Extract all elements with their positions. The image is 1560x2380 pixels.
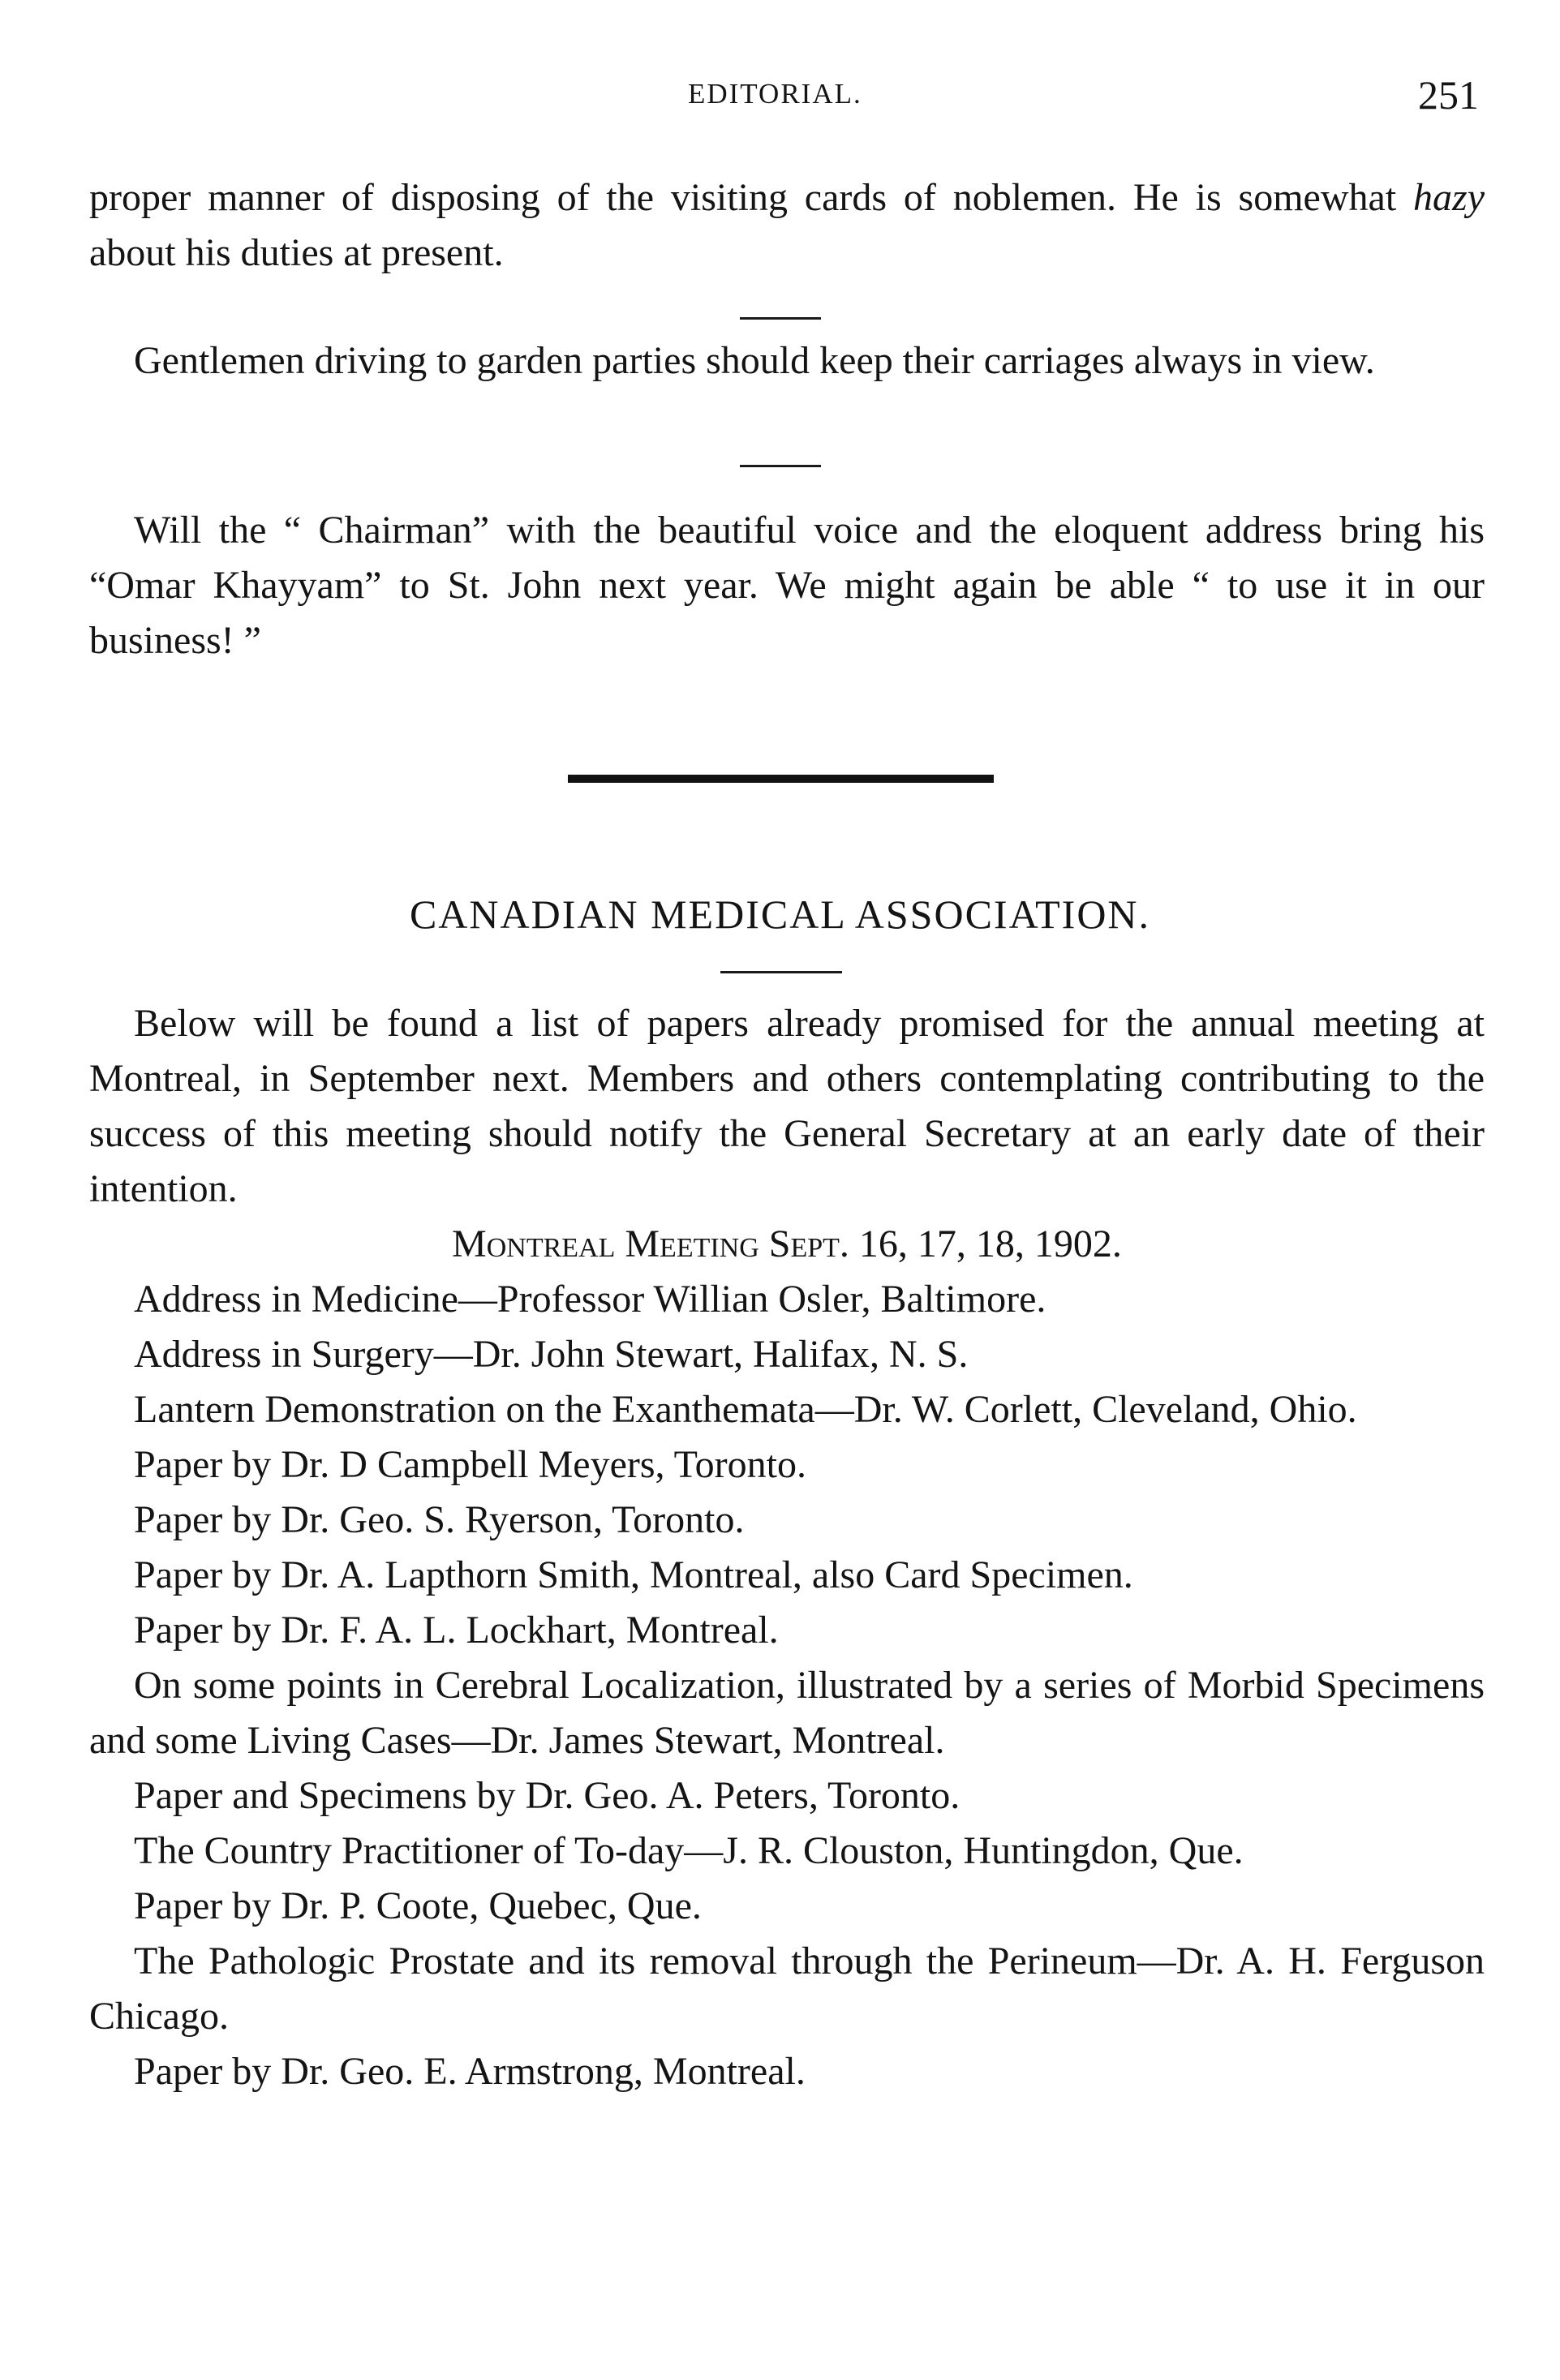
note-paragraph: Gentlemen driving to garden parties should keep their carriages always in view. (134, 339, 1375, 382)
note-paragraph: Will the “ Chairman” with the beautiful voice and the eloquent address bring his “Omar Khayyam” to St. John next year. We might again be able “ to use it in our business! ” (89, 509, 1485, 662)
paper-list-item: Paper by Dr. Geo. S. Ryerson, Toronto. (134, 1498, 745, 1541)
paper-list-item: Address in Surgery—Dr. John Stewart, Halifax, N. S. (134, 1333, 969, 1376)
section-body (89, 996, 1485, 2099)
paper-list-item: Paper by Dr. P. Coote, Quebec, Que. (134, 1884, 702, 1927)
meeting-heading: Montreal Meeting Sept. 16, 17, 18, 1902. (452, 1222, 1122, 1265)
paper-list-item: The Country Practitioner of To-day—J. R. Clouston, Huntingdon, Que. (134, 1829, 1244, 1872)
paper-list-item: Paper by Dr. A. Lapthorn Smith, Montreal, also Card Specimen. (134, 1553, 1133, 1596)
intro-paragraph: Below will be found a list of papers already promised for the annual meeting at Montreal, in September next. Members and others contemplating contributing to the success of this meeting should notify the General Secretary at an early date of their intention. (89, 1002, 1485, 1210)
section-heading: CANADIAN MEDICAL ASSOCIATION. (409, 891, 1151, 937)
italic-word: hazy (1413, 176, 1485, 219)
editorial-note-3 (89, 503, 1485, 668)
running-title: EDITORIAL. (688, 78, 862, 110)
section-divider (568, 775, 994, 783)
paper-list-item: Paper by Dr. Geo. E. Armstrong, Montreal. (134, 2050, 806, 2093)
note-paragraph: proper manner of disposing of the visiting cards of noblemen. He is somewhat hazy about his duties at present. (89, 176, 1485, 274)
editorial-note-2 (89, 333, 1485, 389)
paper-list-item: Paper by Dr. D Campbell Meyers, Toronto. (134, 1443, 806, 1486)
separator-rule (740, 465, 821, 467)
separator-rule (740, 317, 821, 320)
paper-list-item: On some points in Cerebral Localization, illustrated by a series of Morbid Specimens and some Living Cases—Dr. James Stewart, Montreal. (89, 1664, 1485, 1762)
heading-underline (720, 971, 842, 973)
running-header (0, 71, 1560, 128)
paper-list-item: Paper by Dr. F. A. L. Lockhart, Montreal. (134, 1609, 779, 1652)
paper-list-item: Address in Medicine—Professor Willian Osler, Baltimore. (134, 1278, 1046, 1321)
paper-list-item: Lantern Demonstration on the Exanthemata—Dr. W. Corlett, Cleveland, Ohio. (134, 1388, 1357, 1431)
page-number: 251 (1418, 72, 1479, 118)
paper-list-item: The Pathologic Prostate and its removal through the Perineum—Dr. A. H. Ferguson Chicago. (89, 1940, 1485, 2038)
editorial-note-1 (89, 170, 1485, 281)
paper-list-item: Paper and Specimens by Dr. Geo. A. Peters, Toronto. (134, 1774, 960, 1817)
